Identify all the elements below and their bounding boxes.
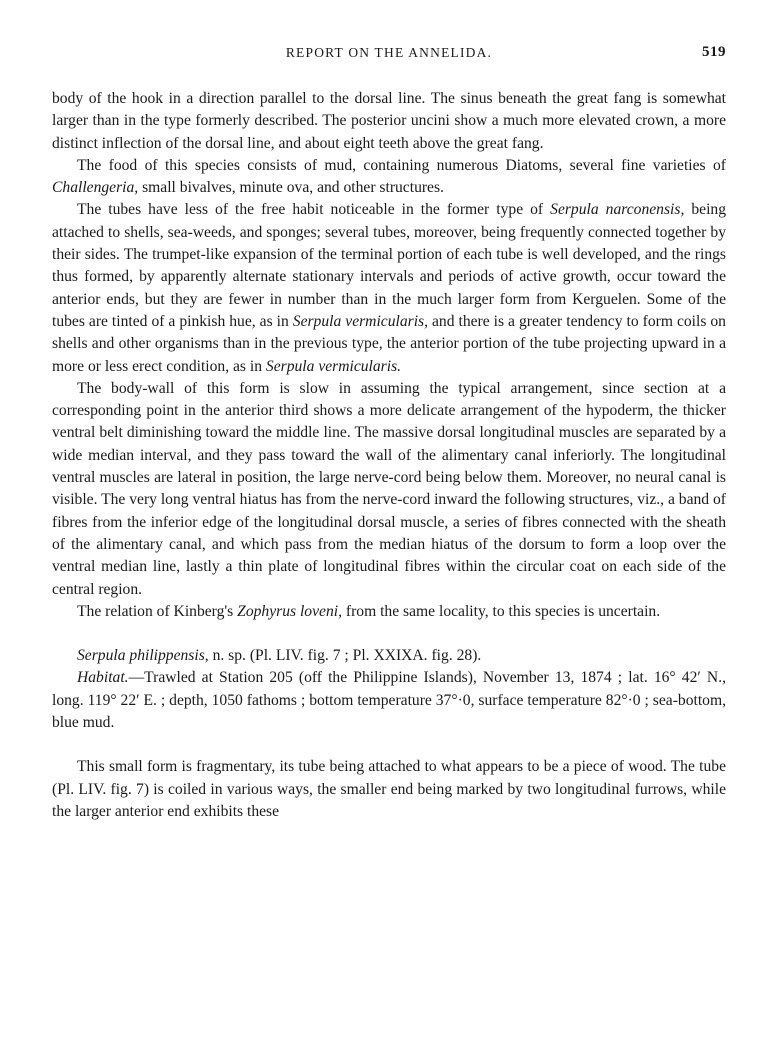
p3-italic-serpula-vermicularis-1: Serpula vermicularis,	[292, 312, 428, 330]
p3-text-a: The tubes have less of the free habit noticeable in the former type of	[77, 201, 551, 219]
species-reference: n. sp. (Pl. LIV. fig. 7 ; Pl. XXIXA. fig. 28).	[208, 647, 482, 665]
running-header	[52, 42, 726, 66]
paragraph-5	[52, 601, 726, 623]
p5-text-a: The relation of Kinberg's	[77, 602, 238, 620]
p2-text-a: The food of this species consists of mud, containing numerous Diatoms, several fine varieties of	[77, 156, 726, 174]
body-text	[52, 88, 726, 823]
p5-italic-zophyrus-loveni: Zophyrus loveni,	[237, 602, 342, 620]
page-number: 519	[702, 44, 726, 60]
p3-text-b: being attached to shells, sea-weeds, and sponges; several tubes, moreover, being frequently connected together by their sides. The trumpet-like expansion of the terminal portion of each tube is well developed, and the rings thus formed, by apparently alternate stationary intervals and periods of active growth, occur toward the anterior ends, but they are fewer in number than in the much larger form from Kerguelen. Some of the tubes are tinted of a pinkish hue, as in	[52, 201, 727, 330]
species-section	[52, 645, 726, 734]
p5-text-b: from the same locality, to this species is uncertain.	[341, 602, 661, 620]
paragraph-7: This small form is fragmentary, its tube being attached to what appears to be a piece of wood. The tube (Pl. LIV. fig. 7) is coiled in various ways, the smaller end being marked by two longitudinal furrows, while the larger anterior end exhibits these	[52, 758, 726, 820]
running-title: REPORT ON THE ANNELIDA.	[285, 45, 493, 60]
paragraph-4: The body-wall of this form is slow in assuming the typical arrangement, since section at a corresponding point in the anterior third shows a more delicate arrangement of the hypoderm, the thicker ventral belt diminishing toward the middle line. The massive dorsal longitudinal muscles are separated by a wide median interval, and they pass toward the wall of the alimentary canal inferiorly. The longitudinal ventral muscles are lateral in position, the large nerve-cord being below them. Moreover, no neural canal is visible. The very long ventral hiatus has from the nerve-cord inward the following structures, viz., a band of fibres from the inferior edge of the longitudinal dorsal muscle, a series of fibres connected with the sheath of the alimentary canal, and which pass from the median hiatus of the dorsum to form a loop over the ventral median line, lastly a thin plate of longitudinal fibres within the circular coat on each side of the central region.	[52, 379, 726, 598]
paragraph-3	[52, 199, 726, 377]
p3-italic-serpula-narconensis: Serpula narconensis,	[550, 201, 685, 219]
paragraph-2	[52, 155, 726, 200]
p2-text-b: small bivalves, minute ova, and other structures.	[138, 179, 444, 197]
habitat-text: —Trawled at Station 205 (off the Philippine Islands), November 13, 1874 ; lat. 16° 42′ N., long. 119° 22′ E. ; depth, 1050 fathoms ; bottom temperature 37°·0, surface temperature 82°·0 ; sea-bottom, blue mud.	[52, 669, 726, 732]
habitat-label: Habitat.	[77, 669, 129, 687]
paragraph-1: body of the hook in a direction parallel to the dorsal line. The sinus beneath the great fang is somewhat larger than in the type formerly described. The posterior uncini show a much more elevated crown, a more distinct inflection of the dorsal line, and about eight teeth above the great fang.	[52, 90, 726, 152]
p3-text-c: and there is a greater tendency to form coils on shells and other organisms than in the previous type, the anterior portion of the tube projecting upward in a more or less erect condition, as in	[52, 312, 726, 375]
species-name: Serpula philippensis,	[77, 647, 209, 665]
p2-italic-challengeria: Challengeria,	[52, 179, 139, 197]
species-heading	[52, 645, 726, 667]
habitat-paragraph	[52, 667, 726, 734]
p3-italic-serpula-vermicularis-2: Serpula vermicularis.	[265, 357, 402, 375]
